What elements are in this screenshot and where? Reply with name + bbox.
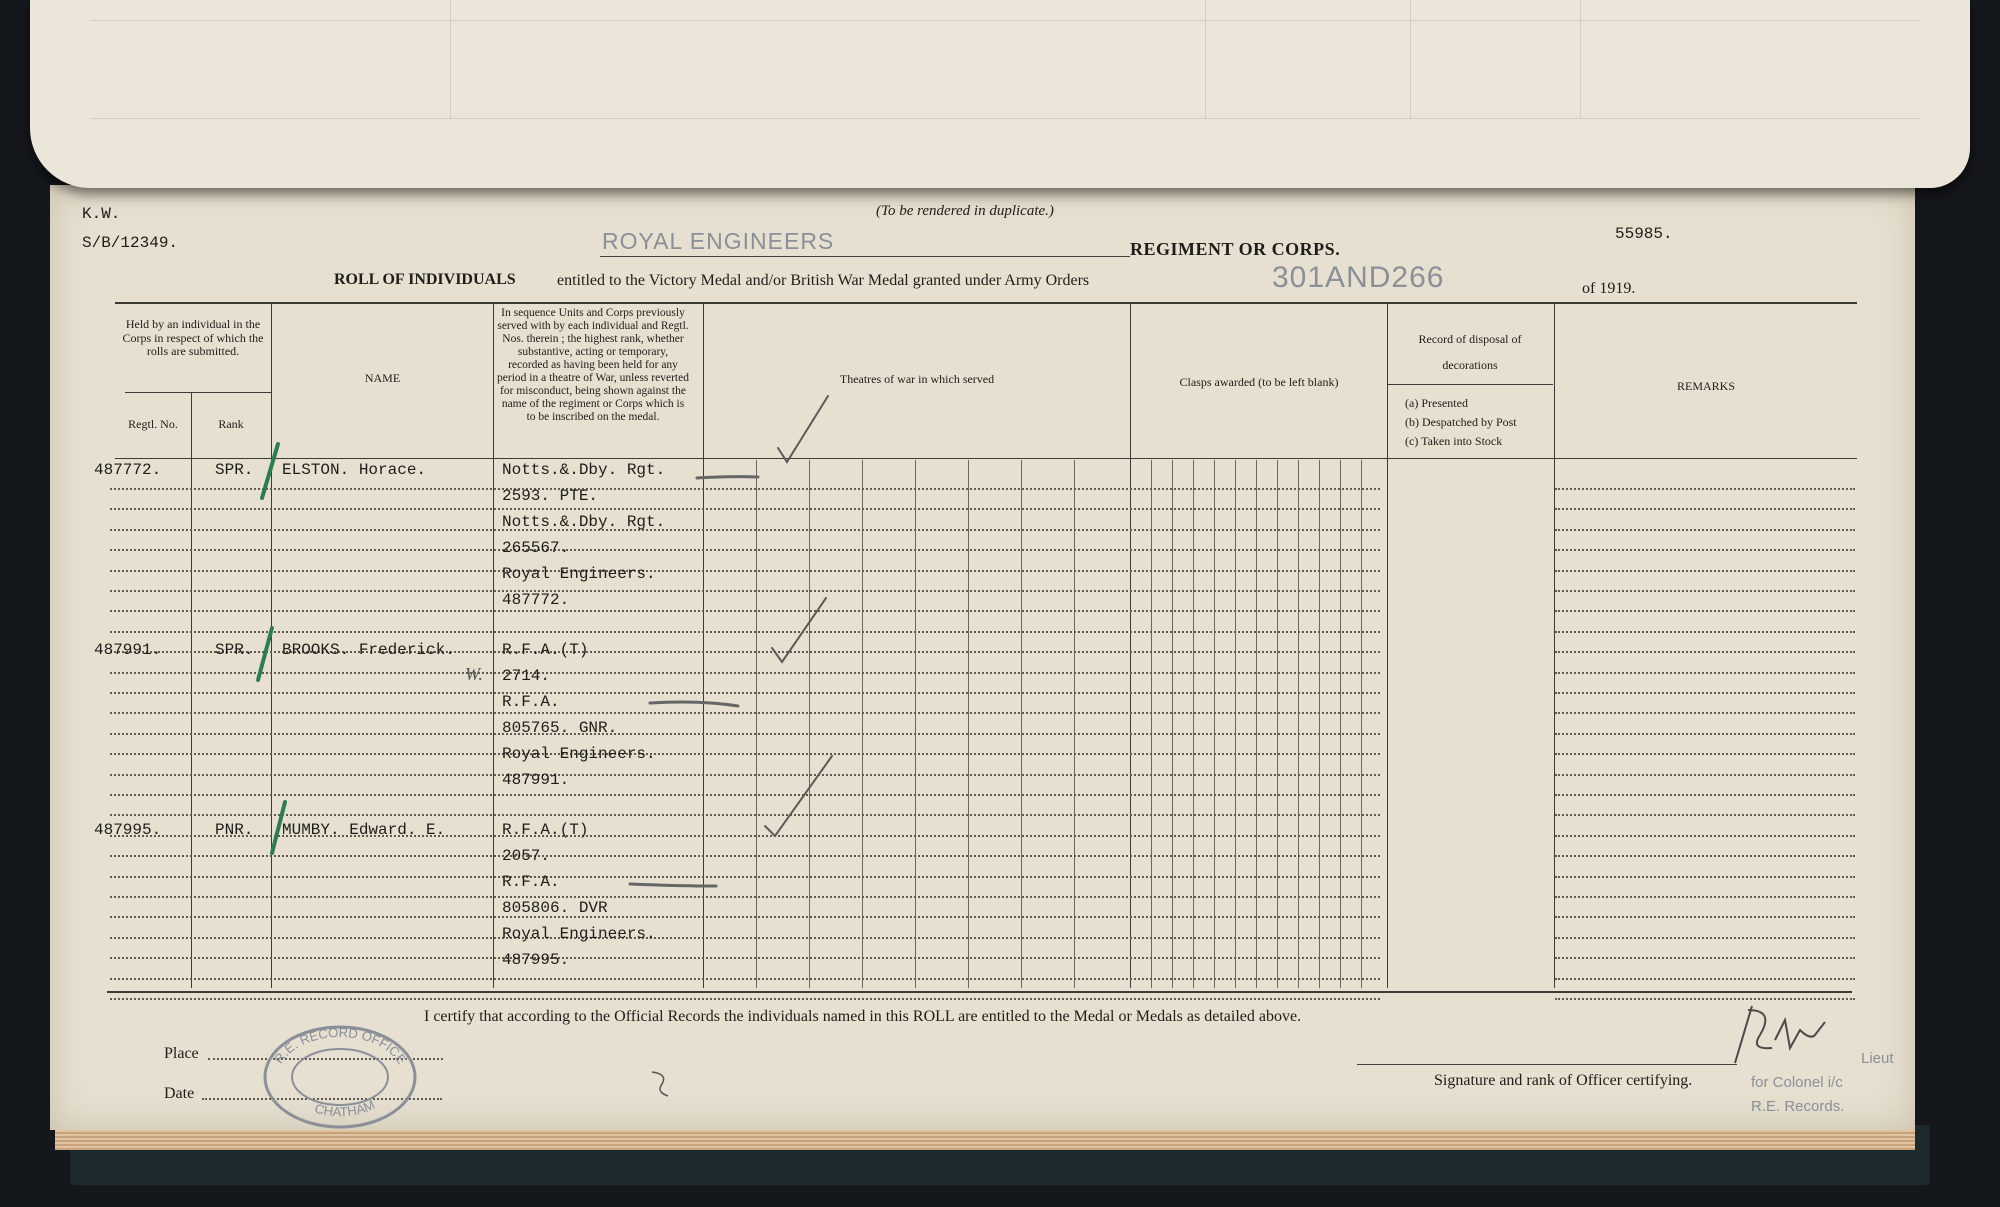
tick-icon bbox=[765, 756, 832, 836]
header-remarks: REMARKS bbox=[1676, 379, 1735, 393]
tick-icon bbox=[778, 396, 828, 462]
unit-line: 2714. bbox=[502, 667, 551, 685]
unit-line: 487991. bbox=[502, 771, 570, 789]
unit-line: 2593. PTE. bbox=[502, 487, 599, 505]
sb-number: S/B/12349. bbox=[82, 234, 179, 252]
green-tick-marks bbox=[258, 444, 285, 853]
record-office-stamp bbox=[260, 1022, 420, 1132]
stamp-bottom-text: CHATHAM bbox=[313, 1096, 378, 1120]
roll-title: ROLL OF INDIVIDUALS bbox=[334, 271, 516, 288]
certify-statement: I certify that according to the Official Records the individuals named in this ROLL are entitled to the Medal or Medals as detailed above. bbox=[424, 1008, 1302, 1025]
unit-line: R.F.A.(T) bbox=[502, 641, 589, 659]
unit-line: 2057. bbox=[502, 847, 551, 865]
header-disposal-a: (a) Presented bbox=[1405, 396, 1468, 410]
header-held-by: Held by an individual in the Corps in respect of which the rolls are submitted. bbox=[122, 317, 264, 358]
note-mark-icon bbox=[652, 1072, 668, 1096]
year-text: of 1919. bbox=[1582, 280, 1636, 297]
header-sequence: In sequence Units and Corps previously served with by each individual and Regtl. Nos. therein ; the highest rank, whether substantive, acting or temporary, recorded as having been held for any period in a theatre of War, unless reverted for misconduct, being shown against the name of the regiment or Corps which is to be inscribed on the medal. bbox=[497, 307, 689, 423]
roll-text: entitled to the Victory Medal and/or British War Medal granted under Army Orders bbox=[557, 272, 1090, 289]
unit-line: 265567. bbox=[502, 539, 570, 557]
header-rank: Rank bbox=[218, 417, 244, 431]
name: ELSTON. Horace. bbox=[282, 461, 427, 479]
signature-label: Signature and rank of Officer certifying. bbox=[1434, 1072, 1693, 1089]
unit-line: Royal Engineers. bbox=[502, 565, 656, 583]
date-label: Date bbox=[164, 1085, 195, 1102]
kw-code: K.W. bbox=[82, 205, 121, 223]
unit-line: Royal Engineers. bbox=[502, 925, 656, 943]
unit-line: 487772. bbox=[502, 591, 570, 609]
rank: SPR. bbox=[215, 641, 254, 659]
signature-icon bbox=[1735, 1006, 1825, 1063]
header-theatres: Theatres of war in which served bbox=[839, 372, 995, 386]
regtl-no: 487772. bbox=[94, 461, 162, 479]
underline-marks bbox=[630, 477, 758, 886]
regtl-no: 487991. bbox=[94, 641, 162, 659]
army-orders-stamp: 301AND266 bbox=[1272, 261, 1445, 294]
tick-icon bbox=[772, 598, 826, 662]
header-regtl-no: Regtl. No. bbox=[128, 417, 178, 431]
regtl-no: 487995. bbox=[94, 821, 162, 839]
duplicate-note: (To be rendered in duplicate.) bbox=[876, 203, 1054, 219]
unit-line: 487995. bbox=[502, 951, 570, 969]
header-clasps: Clasps awarded (to be left blank) bbox=[1179, 375, 1339, 389]
green-tick-icon bbox=[258, 628, 272, 680]
green-tick-icon bbox=[262, 444, 278, 498]
name: BROOKS. Frederick. bbox=[282, 641, 455, 659]
header-name: NAME bbox=[364, 371, 401, 385]
name-annotation: W. bbox=[465, 664, 483, 684]
officer-rank: Lieut bbox=[1861, 1050, 1894, 1067]
unit-line: R.F.A.(T) bbox=[502, 821, 589, 839]
unit-line: R.F.A. bbox=[502, 873, 560, 891]
officer-line2: R.E. Records. bbox=[1751, 1098, 1845, 1115]
roll-number: 55985. bbox=[1615, 225, 1673, 243]
officer-line1: for Colonel i/c bbox=[1751, 1074, 1843, 1091]
place-label: Place bbox=[164, 1045, 199, 1062]
stamp-top-text: R.E. RECORD OFFICE bbox=[270, 1024, 410, 1067]
regiment-label: REGIMENT OR CORPS. bbox=[1130, 239, 1341, 259]
header-disposal-b: (b) Despatched by Post bbox=[1405, 415, 1517, 429]
rank: SPR. bbox=[215, 461, 254, 479]
header-disposal-c: (c) Taken into Stock bbox=[1405, 434, 1503, 448]
unit-line: R.F.A. bbox=[502, 693, 560, 711]
unit-line: Notts.&.Dby. Rgt. bbox=[502, 513, 666, 531]
pencil-tick-marks bbox=[765, 396, 832, 836]
rank: PNR. bbox=[215, 821, 254, 839]
name: MUMBY. Edward. E. bbox=[282, 821, 446, 839]
unit-line: Royal Engineers. bbox=[502, 745, 656, 763]
unit-line: 805806. DVR bbox=[502, 899, 608, 917]
header-disposal: Record of disposal of decorations bbox=[1418, 332, 1522, 372]
unit-line: Notts.&.Dby. Rgt. bbox=[502, 461, 666, 479]
unit-line: 805765. GNR. bbox=[502, 719, 618, 737]
green-tick-icon bbox=[272, 802, 285, 853]
corps-stamp: ROYAL ENGINEERS bbox=[602, 228, 835, 254]
